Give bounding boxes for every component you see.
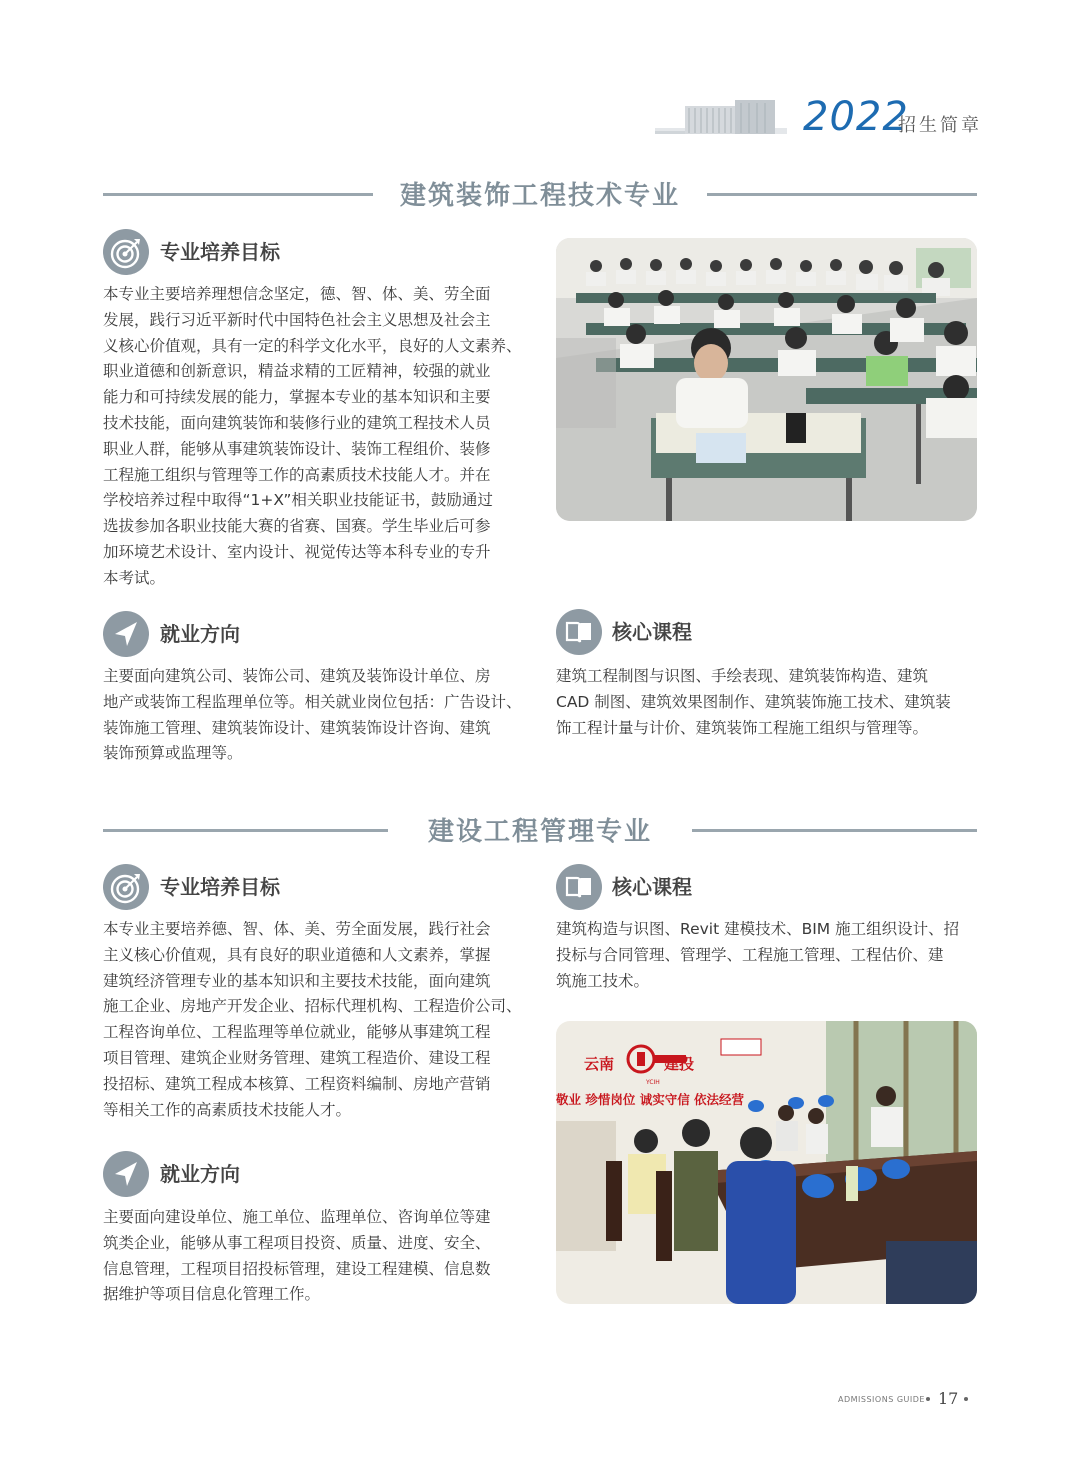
- section-1-line-left: [103, 193, 373, 196]
- section-2-goal-heading: 专业培养目标: [160, 875, 280, 899]
- text-line: 投招标、建筑工程成本核算、工程资料编制、房地产营销: [103, 1074, 491, 1093]
- header-building-graphic: [655, 100, 787, 134]
- text-line: 工程施工组织与管理等工作的高素质技术技能人才。并在: [103, 465, 491, 484]
- section-1-goal-text: [103, 282, 525, 592]
- text-line: 装饰施工管理、建筑装饰设计、建筑装饰设计咨询、建筑: [103, 718, 491, 737]
- text-line: 工程咨询单位、工程监理等单位就业，能够从事建筑工程: [103, 1023, 491, 1042]
- text-line: 装饰预算或监理等。: [103, 744, 243, 763]
- meeting-room-photo: [556, 1021, 977, 1304]
- target-icon: [103, 229, 149, 275]
- text-line: 施工企业、房地产开发企业、招标代理机构、工程造价公司、: [103, 997, 522, 1016]
- text-line: 技术技能，面向建筑装饰和装修行业的建筑工程技术人员: [103, 413, 491, 432]
- footer-dot-right: [964, 1397, 968, 1401]
- banner-logo-text: YCIH: [646, 1079, 660, 1086]
- text-line: 义核心价值观，具有一定的科学文化水平，良好的人文素养、: [103, 336, 522, 355]
- section-2-line-right: [692, 829, 977, 832]
- text-line: 建筑经济管理专业的基本知识和主要技术技能，面向建筑: [103, 971, 491, 990]
- text-line: 能力和可持续发展的能力，掌握本专业的基本知识和主要: [103, 388, 491, 407]
- banner-left-text: 云南: [584, 1055, 615, 1073]
- text-line: 地产或装饰工程监理单位等。相关就业岗位包括：广告设计、: [103, 692, 522, 711]
- text-line: 建筑工程制图与识图、手绘表现、建筑装饰构造、建筑: [556, 667, 929, 685]
- text-line: 筑类企业，能够从事工程项目投资、质量、进度、安全、: [103, 1233, 491, 1252]
- page-number: 17: [938, 1389, 959, 1408]
- section-1-line-right: [707, 193, 977, 196]
- text-line: 等相关工作的高素质技术技能人才。: [103, 1100, 352, 1119]
- section-2-courses-text: [556, 917, 978, 994]
- slogan-text: 敬业 珍惜岗位 诚实守信 依法经营: [556, 1092, 745, 1107]
- text-line: 职业道德和创新意识，精益求精的工匠精神，较强的就业: [103, 362, 491, 381]
- text-line: CAD 制图、建筑效果图制作、建筑装饰施工技术、建筑装: [556, 692, 951, 711]
- text-line: 主要面向建设单位、施工单位、监理单位、咨询单位等建: [103, 1208, 491, 1226]
- footer-dot-left: [926, 1397, 930, 1401]
- text-line: 加环境艺术设计、室内设计、视觉传达等本科专业的专升: [103, 542, 491, 561]
- target-icon: [103, 864, 149, 910]
- header-year: 2022: [803, 94, 909, 140]
- section-2-career-text: [103, 1205, 525, 1308]
- text-line: 本考试。: [103, 568, 166, 587]
- text-line: 选拔参加各职业技能大赛的省赛、国赛。学生毕业后可参: [103, 517, 491, 536]
- navigation-arrow-icon: [103, 1151, 149, 1197]
- section-1-career-text: [103, 664, 525, 767]
- footer-label: ADMISSIONS GUIDE: [838, 1395, 925, 1404]
- section-2-goal-text: [103, 917, 525, 1123]
- text-line: 据维护等项目信息化管理工作。: [103, 1285, 321, 1304]
- section-1-career-heading: 就业方向: [160, 622, 240, 646]
- text-line: 项目管理、建筑企业财务管理、建筑工程造价、建设工程: [103, 1048, 491, 1067]
- section-2-line-left: [103, 829, 388, 832]
- section-2-courses-heading: 核心课程: [612, 875, 692, 899]
- banner-right-text: 建投: [664, 1055, 695, 1073]
- section-1-goal-heading: 专业培养目标: [160, 240, 280, 264]
- book-icon: [556, 609, 602, 655]
- section-1-courses-text: [556, 664, 978, 741]
- text-line: 建筑构造与识图、Revit 建模技术、BIM 施工组织设计、招: [556, 920, 960, 938]
- text-line: 发展，践行习近平新时代中国特色社会主义思想及社会主: [103, 310, 491, 329]
- text-line: 职业人群，能够从事建筑装饰设计、装饰工程组价、装修: [103, 439, 491, 458]
- text-line: 筑施工技术。: [556, 971, 650, 990]
- text-line: 饰工程计量与计价、建筑装饰工程施工组织与管理等。: [556, 718, 929, 737]
- section-1-title: 建筑装饰工程技术专业: [399, 181, 680, 211]
- section-2-title: 建设工程管理专业: [427, 817, 652, 847]
- header-subtitle: 招生简章: [898, 115, 982, 136]
- classroom-photo: [556, 238, 977, 521]
- text-line: 主要面向建筑公司、装饰公司、建筑及装饰设计单位、房: [103, 667, 491, 685]
- text-line: 学校培养过程中取得“1+X”相关职业技能证书，鼓励通过: [103, 491, 493, 510]
- section-1-courses-heading: 核心课程: [612, 620, 692, 644]
- text-line: 投标与合同管理、管理学、工程施工管理、工程估价、建: [556, 945, 944, 964]
- text-line: 本专业主要培养德、智、体、美、劳全面发展，践行社会: [103, 920, 491, 938]
- text-line: 主义核心价值观，具有良好的职业道德和人文素养，掌握: [103, 945, 491, 964]
- section-2-career-heading: 就业方向: [160, 1162, 240, 1186]
- navigation-arrow-icon: [103, 611, 149, 657]
- text-line: 本专业主要培养理想信念坚定，德、智、体、美、劳全面: [103, 285, 491, 303]
- text-line: 信息管理，工程项目招投标管理，建设工程建模、信息数: [103, 1259, 491, 1278]
- book-icon: [556, 864, 602, 910]
